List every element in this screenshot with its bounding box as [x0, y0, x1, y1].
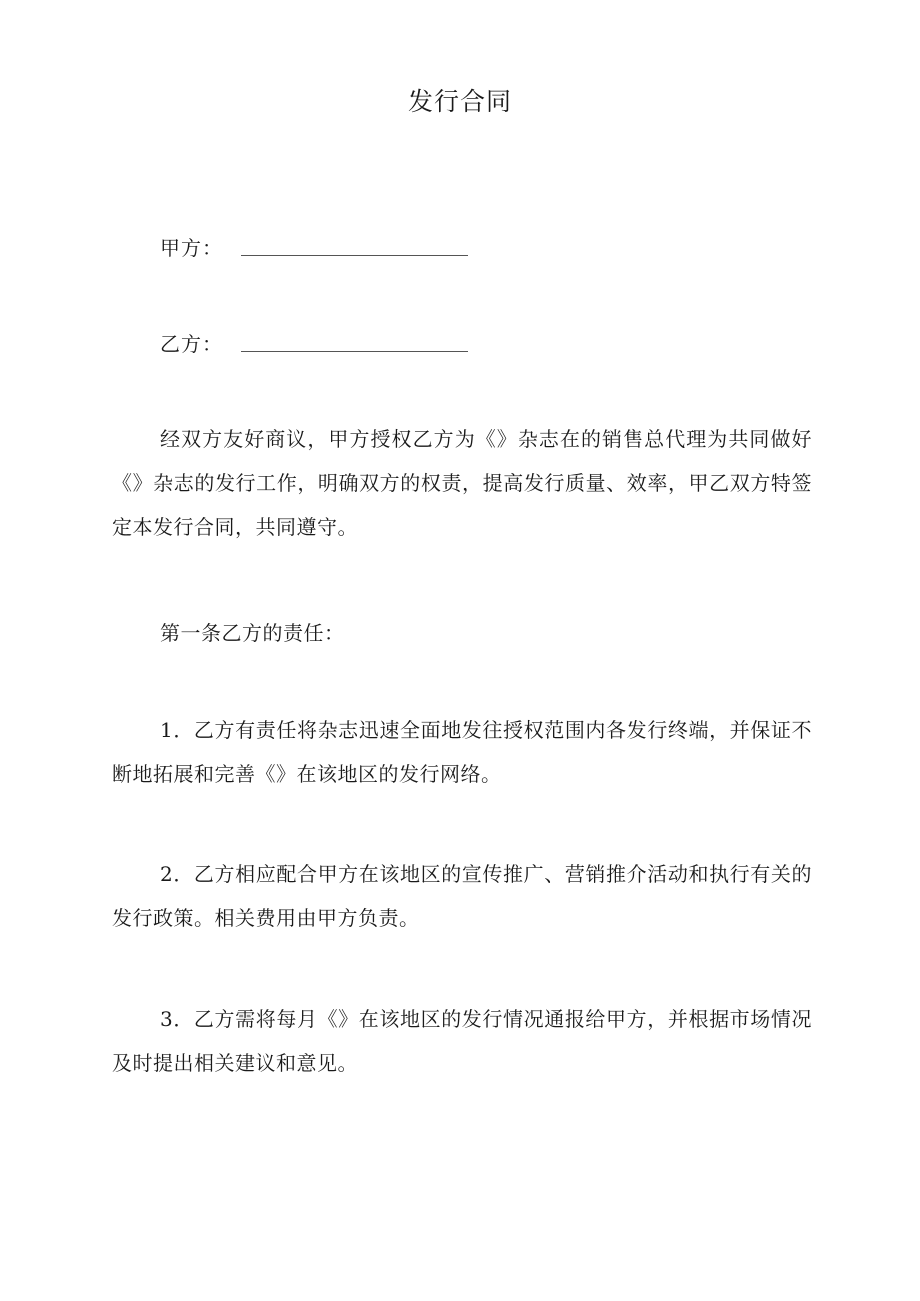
article-1-heading: 第一条乙方的责任： — [160, 621, 345, 645]
document-title: 发行合同 — [407, 87, 512, 116]
article-1-clause-2: 2．乙方相应配合甲方在该地区的宣传推广、营销推介活动和执行有关的发行政策。相关费用由甲方负责。 — [112, 862, 812, 930]
party-b-label: 乙方： — [160, 332, 223, 356]
party-a-label: 甲方： — [160, 236, 223, 260]
article-1-clause-3: 3．乙方需将每月《》在该地区的发行情况通报给甲方，并根据市场情况及时提出相关建议和意见。 — [112, 1007, 812, 1075]
party-b-blank-line — [241, 350, 468, 352]
party-a-blank-line — [241, 254, 468, 256]
article-1-clause-1: 1．乙方有责任将杂志迅速全面地发往授权范围内各发行终端，并保证不断地拓展和完善《》在该地区的发行网络。 — [112, 718, 812, 786]
party-a-field — [160, 234, 468, 262]
party-b-field — [160, 330, 468, 358]
intro-paragraph: 经双方友好商议，甲方授权乙方为《》杂志在的销售总代理为共同做好《》杂志的发行工作，明确双方的权责，提高发行质量、效率，甲乙双方特签定本发行合同，共同遵守。 — [112, 427, 812, 539]
